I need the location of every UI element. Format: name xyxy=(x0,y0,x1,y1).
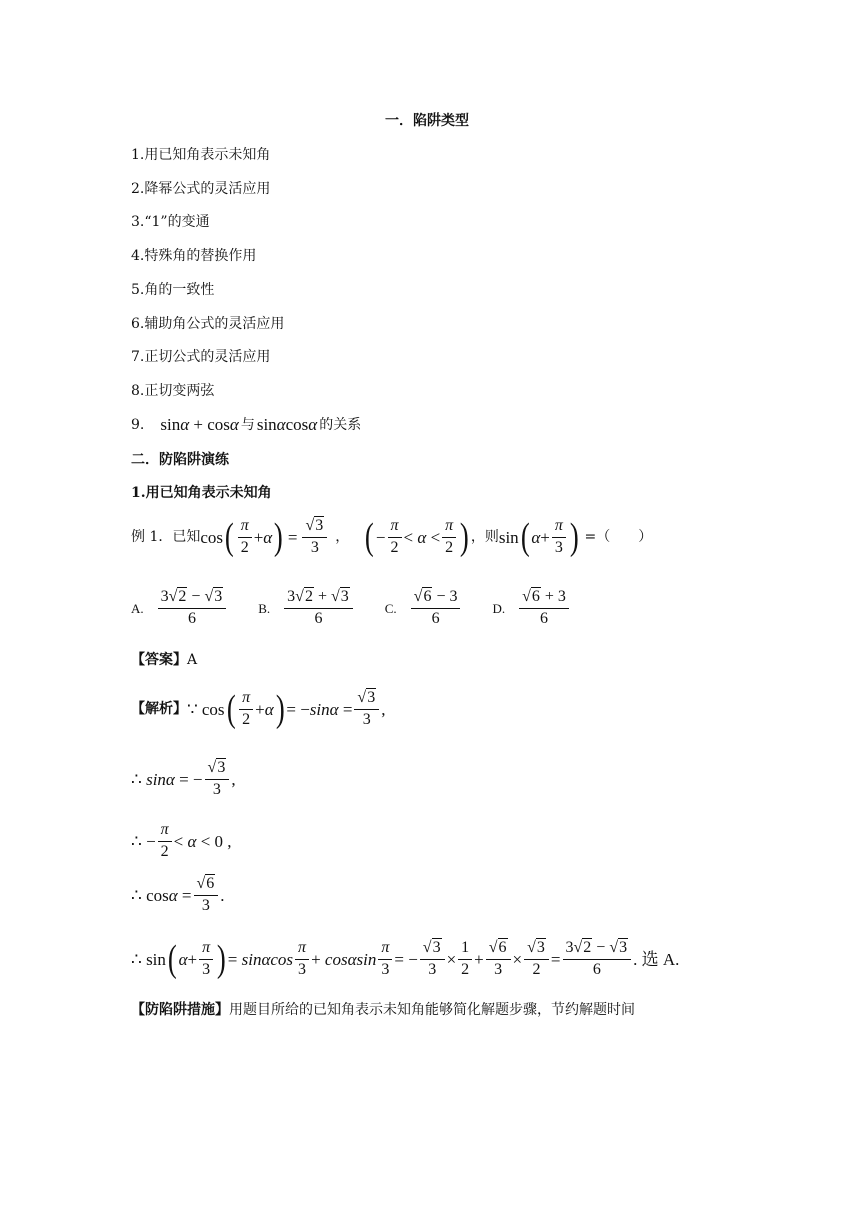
trap-item: 6.辅助角公式的灵活应用 xyxy=(131,316,285,332)
answer-line xyxy=(131,653,197,667)
analysis-step-2: ∴ sinα = − $\frac{√3}{3}$ , xyxy=(131,759,236,798)
trap-item: 4.特殊角的替换作用 xyxy=(131,248,257,264)
trap-item: 3.“1”的变通 xyxy=(131,214,210,230)
item-number: 9. xyxy=(131,416,145,433)
then-text: ，则 xyxy=(470,529,499,546)
section-title-practice: 二．防陷阱演练 xyxy=(131,452,229,468)
example-label: 例 1．已知 xyxy=(131,529,201,546)
fraction: $\frac{√3}{3}$ xyxy=(302,518,327,557)
analysis-step-1: 【解析】 ∵ cos ( $\frac{\pi}{2}$ +α ) = −sinα = $\frac{√3}{3}$ , xyxy=(131,688,386,731)
analysis-tag: 【解析】 xyxy=(131,701,187,718)
example-1: 例 1．已知 cos ( $\frac{\pi}{2}$ +α ) = $\frac{√3}{3}$ ， ( − $\frac{\pi}{2}$ < α < $\frac{\pi}{2}$ ) ，则 sin ( α + $\frac{\pi}{3}$ ) =（ ） xyxy=(131,516,653,559)
analysis-step-5: ∴ sin ( α + $\frac{\pi}{3}$ ) = sinαcos $\frac{\pi}{3}$ + cosαsin $\frac{\pi}{3}$ = − $\frac{√3}{3}$ × $\frac{1}{2}$ + $\frac{√6}{3}$ × $\frac{√3}{2}$ = $\frac{3√2 - √3}{6}$ . 选 A. xyxy=(131,938,680,981)
suffix-text: 的关系 xyxy=(319,416,362,433)
trap-item: 5.角的一致性 xyxy=(131,282,215,298)
formula: cos xyxy=(200,527,224,547)
measure-line xyxy=(131,1003,635,1017)
formula-sum: sinα + cosα xyxy=(160,415,239,434)
analysis-step-4: ∴ cosα = $\frac{√6}{3}$ . xyxy=(131,875,225,914)
trap-item: 8.正切变两弦 xyxy=(131,383,215,399)
trap-item: 7.正切公式的灵活应用 xyxy=(131,349,271,365)
answer-tag: 【答案】 xyxy=(131,652,187,668)
option-c: C. $\frac{√6 - 3}{6}$ xyxy=(385,589,463,628)
option-d: D. $\frac{√6 + 3}{6}$ xyxy=(492,589,570,628)
answer-value: A xyxy=(187,652,198,668)
option-b: B. $\frac{3√2 + √3}{6}$ xyxy=(258,589,355,628)
analysis-step-3: ∴ − $\frac{\pi}{2}$ < α < 0 , xyxy=(131,821,232,860)
section-title-traps: 一．陷阱类型 xyxy=(385,113,469,129)
subsection-title: 1.用已知角表示未知角 xyxy=(131,485,272,501)
options-row xyxy=(131,589,601,628)
connector-text: 与 xyxy=(240,416,255,433)
trap-item: 1.用已知角表示未知角 xyxy=(131,147,271,163)
measure-tag: 【防陷阱措施】 xyxy=(131,1002,229,1018)
trap-item-9 xyxy=(131,416,361,433)
answer-blank: =（ ） xyxy=(584,529,653,546)
trap-item: 2.降幂公式的灵活应用 xyxy=(131,181,271,197)
formula-product: sinαcosα xyxy=(256,415,318,434)
measure-text: 用题目所给的已知角表示未知角能够简化解题步骤，节约解题时间 xyxy=(229,1002,635,1018)
option-a: A. $\frac{3√2 - √3}{6}$ xyxy=(131,589,228,628)
